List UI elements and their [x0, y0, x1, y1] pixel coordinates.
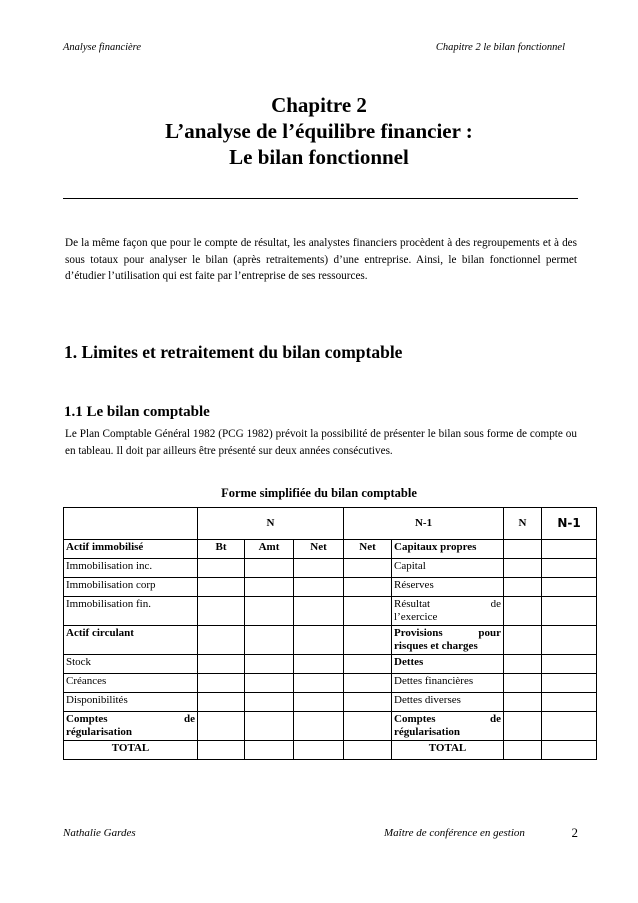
table-row [64, 626, 597, 655]
cell-comptes-regul-passif: Comptes de régularisation [392, 712, 504, 741]
table-row [64, 674, 597, 693]
bilan-table [63, 507, 597, 760]
page-number: 2 [571, 825, 578, 840]
cell-immo-fin: Immobilisation fin. [64, 597, 198, 626]
title-line-1: Chapitre 2 [271, 93, 367, 117]
header-n: N [198, 508, 344, 540]
cell-disponibilites: Disponibilités [64, 693, 198, 712]
table-row [64, 578, 597, 597]
cell-amt: Amt [245, 540, 294, 559]
footer-role: Maître de conférence en gestion [384, 827, 525, 839]
cell-bt: Bt [198, 540, 245, 559]
cell-net: Net [294, 540, 344, 559]
cell-resultat: Résultat de l’exercice [392, 597, 504, 626]
title-divider [63, 198, 578, 199]
cell-stock: Stock [64, 655, 198, 674]
header-left: Analyse financière [63, 42, 142, 53]
cell-provisions: Provisions pour risques et charges [392, 626, 504, 655]
cell-net-n1: Net [344, 540, 392, 559]
page-footer [63, 827, 578, 839]
cell-actif-immobilise: Actif immobilisé [64, 540, 198, 559]
table-total-row [64, 741, 597, 760]
cell-total-actif: TOTAL [64, 741, 198, 760]
footer-author: Nathalie Gardes [63, 827, 136, 839]
cell-capital: Capital [392, 559, 504, 578]
section-1-1-paragraph: Le Plan Comptable Général 1982 (PCG 1982) prévoit la possibilité de présenter le bilan sous forme de compte ou en tableau. Il doit par ailleurs être présenté sur deux années consécutives. [65, 428, 577, 457]
cell-reserves: Réserves [392, 578, 504, 597]
table-header-row [64, 508, 597, 540]
section-1-heading: 1. Limites et retraitement du bilan comptable [64, 342, 403, 362]
header-n-right: N [504, 508, 542, 540]
cell-dettes-financieres: Dettes financières [392, 674, 504, 693]
title-line-3: Le bilan fonctionnel [229, 145, 409, 169]
table-row [64, 559, 597, 578]
cell-creances: Créances [64, 674, 198, 693]
cell-actif-circulant: Actif circulant [64, 626, 198, 655]
cell-dettes-diverses: Dettes diverses [392, 693, 504, 712]
chapter-title [0, 92, 638, 170]
table-row [64, 655, 597, 674]
intro-paragraph: De la même façon que pour le compte de résultat, les analystes financiers procèdent à des regroupements et à des sous totaux pour analyser le bilan (après retraitements) d’une entreprise. Ainsi, le bilan fonctionnel permet d’étudier l’utilisation qui est faite par l’entreprise de ses ressources. [65, 237, 577, 282]
cell-comptes-regul-actif: Comptes de régularisation [64, 712, 198, 741]
header-n-1: N-1 [344, 508, 504, 540]
table-title: Forme simplifiée du bilan comptable [221, 486, 417, 500]
page-header [63, 42, 565, 53]
table-row [64, 693, 597, 712]
header-right: Chapitre 2 le bilan fonctionnel [435, 42, 565, 53]
table-row [64, 540, 597, 559]
cell-dettes: Dettes [392, 655, 504, 674]
header-n-1-right: N-1 [542, 508, 597, 540]
title-line-2: L’analyse de l’équilibre financier : [165, 119, 473, 143]
header-empty [64, 508, 198, 540]
cell-immo-corp: Immobilisation corp [64, 578, 198, 597]
cell-capitaux-propres: Capitaux propres [392, 540, 504, 559]
table-row [64, 712, 597, 741]
section-1-1-heading: 1.1 Le bilan comptable [64, 404, 210, 420]
cell-immo-inc: Immobilisation inc. [64, 559, 198, 578]
cell-total-passif: TOTAL [392, 741, 504, 760]
table-row [64, 597, 597, 626]
